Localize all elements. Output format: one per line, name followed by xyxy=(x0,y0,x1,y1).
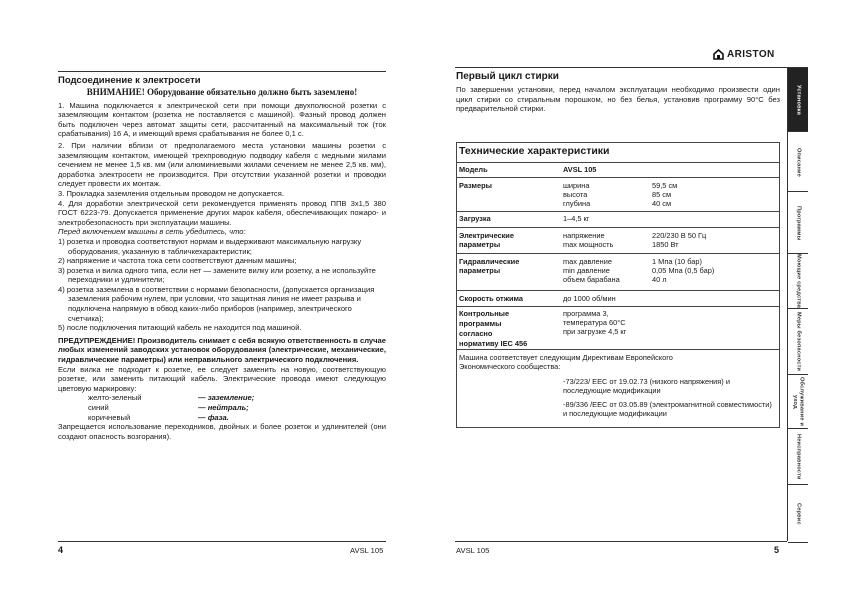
spec-label: Размеры xyxy=(459,181,492,190)
side-tab-label: Моющие средства xyxy=(795,254,802,309)
spec-label: Электрические параметры xyxy=(459,231,514,250)
side-tab-description[interactable] xyxy=(788,131,808,192)
side-tab-installation[interactable] xyxy=(788,67,808,132)
spec-label: Загрузка xyxy=(459,214,491,223)
right-top-rule xyxy=(455,67,787,68)
wire-color-name: коричневый xyxy=(88,412,131,422)
side-tab-label: Меры безопасности xyxy=(795,312,802,372)
wire-color-meaning: — заземление; xyxy=(198,393,255,403)
spec-label: Контрольные программы согласно нормативу IEC 456 xyxy=(459,309,528,348)
spec-value: 40 л xyxy=(652,275,667,284)
wire-color-name: синий xyxy=(88,403,109,412)
grounding-warning: ВНИМАНИЕ! Оборудование обязательно должно быть заземлено! xyxy=(86,87,358,97)
spec-label: Модель xyxy=(459,165,488,174)
ariston-house-icon xyxy=(713,49,724,60)
spec-label: Гидравлические параметры xyxy=(459,257,520,276)
spec-row-spin xyxy=(456,290,780,306)
paragraph-1: 1. Машина подключается к электрической сети при помощи двухполюсной розетки с заземляющим контактом (розетка не поставляется с машиной). Фазный провод должен быть подключен через автомат защиты сети, рассчитанный на максимальный ток (ток срабатывания) 16 А, и имеющий время срабатывания не более 0,1 с. xyxy=(58,100,386,139)
side-tab-maintenance[interactable] xyxy=(788,374,808,429)
spec-subname: min давление xyxy=(563,266,610,275)
spec-row-control-programs xyxy=(456,306,780,349)
spec-label: Скорость отжима xyxy=(459,294,524,303)
caution-text: ПРЕДУПРЕЖДЕНИЕ! Производитель снимает с себя всякую ответственность в случае любых изменений заводских установок оборудования (электрические, механические, гидравлические параметры) или неправильного электрического подключения. xyxy=(58,335,386,365)
left-heading: Подсоединение к электросети xyxy=(58,75,201,86)
spec-row-directives xyxy=(456,349,780,428)
side-tab-safety[interactable] xyxy=(788,308,808,375)
plug-text: Если вилка не подходит к розетке, ее следует заменить на новую, соответствующую розетке, или заменить питающий кабель. Электрические провода имеют следующую цветовую маркировку: xyxy=(58,364,386,393)
check-item: 1) розетка и проводка соответствуют нормам и выдерживают максимальную нагрузку оборудования, указанную в табличкехарактеристик; xyxy=(58,236,362,256)
spec-subname: напряжение xyxy=(563,231,605,240)
wire-color-name: желто-зеленый xyxy=(88,393,142,403)
side-tab-label: Неисправности xyxy=(795,434,802,480)
spec-subname: max давление xyxy=(563,257,612,266)
directive-item: -89/336 /EEC от 03.05.89 (электромагнитной совместимости) и последующие модификации xyxy=(563,400,772,419)
right-model-footer: AVSL 105 xyxy=(456,546,490,555)
side-tab-service[interactable] xyxy=(788,484,808,543)
spec-value: AVSL 105 xyxy=(563,165,597,174)
wire-color-row xyxy=(58,403,386,413)
brand-name: ARISTON xyxy=(727,49,775,60)
paragraph-4: 4. Для доработки электрической сети рекомендуется применять провод ППВ 3х1,5 380 ГОСТ 6223-79. Допускается применение других марок кабеля, обеспечивающих пожаро- и электробезопасность при эксплуатации машины. xyxy=(58,198,386,227)
left-top-rule xyxy=(58,71,386,72)
spec-value: 1–4,5 кг xyxy=(563,214,590,223)
directive-item: -73/223/ EEC от 19.02.73 (низкого напряжения) и последующие модификации xyxy=(563,377,730,396)
spec-value: программа 3, xyxy=(563,309,609,318)
side-tab-label: Описание xyxy=(795,147,802,177)
side-tab-programs[interactable] xyxy=(788,191,808,254)
check-item: 3) розетка и вилка одного типа, если нет — замените вилку или розетку, а не используйте переходники и удлинители; xyxy=(58,265,376,285)
spec-subname: объем барабана xyxy=(563,275,620,284)
side-tab-label: Обслуживание и уход xyxy=(792,377,805,427)
wire-color-meaning: — фаза. xyxy=(198,412,229,422)
side-tab-label: Установка xyxy=(795,84,802,116)
spec-value: 0,05 Мпа (0,5 бар) xyxy=(652,266,715,275)
left-page-number: 4 xyxy=(58,545,64,555)
spec-value: 220/230 В 50 Гц xyxy=(652,231,707,240)
check-item: 5) после подключения питающий кабель не находится под машиной. xyxy=(58,323,302,333)
check-item: 2) напряжение и частота тока сети соответствуют данным машины; xyxy=(58,256,297,266)
side-tab-label: Сервис xyxy=(795,502,802,525)
spec-row-model xyxy=(456,162,780,177)
right-bottom-rule xyxy=(455,541,787,542)
check-intro: Перед включением машины в сеть убедитесь, что: xyxy=(58,227,246,237)
spec-subname: ширина xyxy=(563,181,590,190)
adapter-note: Запрещается использование переходников, двойных и более розеток и удлинителей (они создают опасность возгорания). xyxy=(58,422,386,441)
check-item: 4) розетка заземлена в соответствии с нормами безопасности, (допускается организация заземления рабочим нулем, при условии, что защитная линия не имеет разрыва и подключена напрямую в обвод каких-либо приборов (например, электрического счетчика); xyxy=(58,284,375,323)
left-bottom-rule xyxy=(58,541,386,542)
right-page-number: 5 xyxy=(774,545,780,555)
spec-subname: max мощность xyxy=(563,240,614,249)
right-heading: Первый цикл стирки xyxy=(456,71,559,82)
wire-color-meaning: — нейтраль; xyxy=(198,403,249,412)
spec-value: 1 Мпа (10 бар) xyxy=(652,257,702,266)
spec-row-hydraulic xyxy=(456,253,780,287)
spec-title: Технические характеристики xyxy=(459,145,610,157)
spec-subname: высота xyxy=(563,190,588,199)
left-model-footer: AVSL 105 xyxy=(350,546,384,555)
spec-value: при загрузке 4,5 кг xyxy=(563,327,627,336)
spec-value: 40 см xyxy=(652,199,672,208)
brand-logo xyxy=(713,49,775,60)
side-tab-detergents[interactable] xyxy=(788,253,808,309)
wire-color-row xyxy=(58,413,386,423)
spec-value: 1850 Вт xyxy=(652,240,679,249)
spec-value: температура 60°C xyxy=(563,318,626,327)
first-wash-intro: По завершении установки, перед началом эксплуатации необходимо произвести один цикл стирки со стиральным порошком, но без белья, установив программу 90°C без предварительной стирки. xyxy=(456,85,780,114)
wire-color-row xyxy=(58,393,386,403)
spec-value: 59,5 см xyxy=(652,181,678,190)
spec-value: 85 см xyxy=(652,190,672,199)
left-column xyxy=(58,88,386,441)
spec-value: до 1000 об/мин xyxy=(563,294,616,303)
spec-row-electrical xyxy=(456,227,780,252)
directive-intro: Машина соответствует следующим Директивам Европейского Экономического сообщества: xyxy=(459,353,673,372)
spec-subname: глубина xyxy=(563,199,591,208)
paragraph-3: 3. Прокладка заземления отдельным проводом не допускается. xyxy=(58,188,284,198)
spec-row-load xyxy=(456,211,780,226)
side-tab-label: Программы xyxy=(795,205,802,241)
paragraph-2: 2. При наличии вблизи от предполагаемого места установки машины розетки с заземляющим контактом, имеющей трехпроводную подводку кабеля с медными жилами сечением не менее 1,5 кв. мм (или алюминиевыми жилами сечением не менее 2,5 кв. мм), доработка электросети не производится. При отсутствии указанной розетки и проводки следует провести их монтаж. xyxy=(58,140,386,189)
spec-row-dimensions xyxy=(456,177,780,211)
side-tab-troubleshooting[interactable] xyxy=(788,428,808,485)
